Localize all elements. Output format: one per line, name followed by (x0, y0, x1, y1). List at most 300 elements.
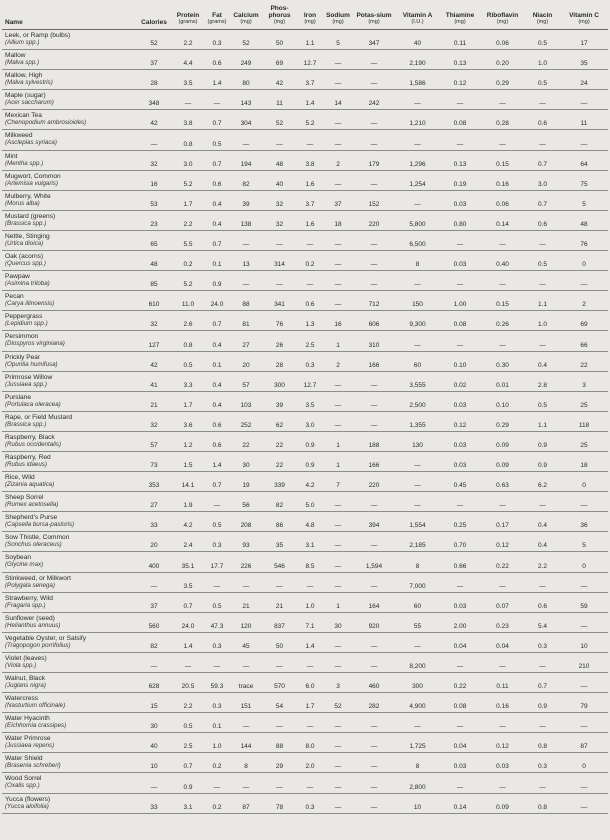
value-k: 606 (353, 311, 395, 331)
value-fat: 0.6 (204, 50, 230, 70)
value-th: 0.03 (440, 451, 480, 471)
value-ca: 304 (230, 110, 262, 130)
value-vc: 36 (560, 512, 608, 532)
value-va: 1,725 (395, 733, 440, 753)
value-ca: 249 (230, 50, 262, 70)
value-fat: 0.7 (204, 311, 230, 331)
value-prot: 3.5 (172, 70, 204, 90)
value-na: 37 (323, 190, 353, 210)
value-rb: 0.09 (480, 431, 525, 451)
table-row (2, 733, 608, 753)
value-ni: 0.5 (525, 30, 560, 50)
value-th: — (440, 90, 480, 110)
latin-name: (Opuntia humifusa) (5, 360, 58, 368)
value-ph: — (262, 652, 297, 672)
plant-name-cell (2, 632, 136, 652)
value-va: 150 (395, 291, 440, 311)
value-vc: 24 (560, 70, 608, 90)
value-vc: 2 (560, 291, 608, 311)
latin-name: (Glycine max) (5, 561, 44, 569)
value-ph: 78 (262, 793, 297, 813)
column-label: Sodium (326, 12, 350, 19)
common-name: Persimmon (5, 333, 39, 341)
table-row (2, 532, 608, 552)
value-na: — (323, 50, 353, 70)
value-fe: 1.6 (297, 170, 323, 190)
plant-name-cell (2, 411, 136, 431)
column-header-na (323, 0, 353, 30)
value-ca: 56 (230, 492, 262, 512)
common-name: Wood Sorrel (5, 775, 42, 783)
value-va: — (395, 632, 440, 652)
value-ph: 32 (262, 210, 297, 230)
value-va: 8 (395, 753, 440, 773)
value-fat: 0.3 (204, 632, 230, 652)
value-va: — (395, 451, 440, 471)
column-header-vc (560, 0, 608, 30)
value-cal: 400 (136, 552, 172, 572)
value-th: 0.12 (440, 70, 480, 90)
value-ni: 0.7 (525, 190, 560, 210)
value-cal: 15 (136, 693, 172, 713)
value-na: 16 (323, 311, 353, 331)
value-fe: 12.7 (297, 50, 323, 70)
value-ph: 86 (262, 512, 297, 532)
column-label: Vitamin A (402, 12, 433, 19)
latin-name: (Morus alba) (5, 199, 40, 207)
value-ni: 0.5 (525, 251, 560, 271)
value-ca: 252 (230, 411, 262, 431)
common-name: Sheep Sorrel (5, 494, 44, 502)
value-fe: 6.0 (297, 673, 323, 693)
value-va: 300 (395, 673, 440, 693)
value-k: 220 (353, 210, 395, 230)
latin-name: (Rumex acetosella) (5, 501, 59, 509)
value-vc: — (560, 673, 608, 693)
table-row (2, 572, 608, 592)
value-cal: 348 (136, 90, 172, 110)
plant-name-cell (2, 251, 136, 271)
value-prot: 1.4 (172, 632, 204, 652)
value-ph: 50 (262, 30, 297, 50)
latin-name: (Eichhornia crassipes) (5, 722, 67, 730)
plant-name-cell (2, 693, 136, 713)
value-fe: 3.7 (297, 190, 323, 210)
value-na: — (323, 733, 353, 753)
value-va: 10 (395, 793, 440, 813)
value-rb: — (480, 492, 525, 512)
plant-name-cell (2, 572, 136, 592)
value-fat: — (204, 652, 230, 672)
table-body (2, 30, 608, 814)
value-fe: 2.0 (297, 753, 323, 773)
table-row (2, 371, 608, 391)
column-unit: (mg) (273, 19, 286, 25)
value-vc: 3 (560, 371, 608, 391)
value-na: — (323, 552, 353, 572)
value-fat: 0.5 (204, 130, 230, 150)
value-fe: 8.0 (297, 733, 323, 753)
value-va: 1,355 (395, 411, 440, 431)
value-prot: 1.9 (172, 492, 204, 512)
table-row (2, 90, 608, 110)
value-na: — (323, 70, 353, 90)
value-th: 0.03 (440, 391, 480, 411)
value-rb: 0.12 (480, 733, 525, 753)
latin-name: (Capsella bursa-pastoris) (5, 521, 75, 529)
common-name: Yucca (flowers) (5, 795, 51, 803)
plant-name-cell (2, 271, 136, 291)
value-ph: 11 (262, 90, 297, 110)
value-rb: — (480, 773, 525, 793)
common-name: Rice, Wild (5, 474, 35, 482)
value-th: 0.45 (440, 472, 480, 492)
value-k: — (353, 110, 395, 130)
common-name: Raspberry, Black (5, 433, 55, 441)
common-name: Prickly Pear (5, 353, 41, 361)
latin-name: (Urtica dioica) (5, 239, 44, 247)
value-prot: 1.7 (172, 391, 204, 411)
value-cal: 27 (136, 492, 172, 512)
value-cal: 560 (136, 612, 172, 632)
value-fat: 0.6 (204, 170, 230, 190)
value-cal: 32 (136, 411, 172, 431)
value-na: 1 (323, 592, 353, 612)
value-th: 0.13 (440, 150, 480, 170)
value-k: — (353, 532, 395, 552)
table-row (2, 632, 608, 652)
value-na: — (323, 411, 353, 431)
value-ca: 39 (230, 190, 262, 210)
value-va: 1,554 (395, 512, 440, 532)
value-fat: 1.4 (204, 451, 230, 471)
value-fe: — (297, 572, 323, 592)
plant-name-cell (2, 371, 136, 391)
table-row (2, 492, 608, 512)
column-header-ca (230, 0, 262, 30)
table-row (2, 552, 608, 572)
value-cal: 610 (136, 291, 172, 311)
value-th: 0.22 (440, 673, 480, 693)
value-vc: 0 (560, 251, 608, 271)
value-fe: — (297, 271, 323, 291)
plant-name-cell (2, 291, 136, 311)
value-cal: 28 (136, 70, 172, 90)
value-ca: 120 (230, 612, 262, 632)
column-label: Niacin (532, 12, 553, 19)
value-va: — (395, 713, 440, 733)
value-va: — (395, 271, 440, 291)
value-fe: 1.0 (297, 592, 323, 612)
value-fat: — (204, 492, 230, 512)
value-k: 282 (353, 693, 395, 713)
table-row (2, 431, 608, 451)
value-ni: 1.0 (525, 50, 560, 70)
value-cal: 52 (136, 30, 172, 50)
value-ca: 57 (230, 371, 262, 391)
column-header-k (353, 0, 395, 30)
value-fe: — (297, 130, 323, 150)
value-ni: — (525, 572, 560, 592)
value-th: 2.00 (440, 612, 480, 632)
value-rb: 0.30 (480, 351, 525, 371)
table-row (2, 451, 608, 471)
value-k: — (353, 492, 395, 512)
value-fat: 0.4 (204, 391, 230, 411)
plant-name-cell (2, 331, 136, 351)
value-k: 166 (353, 351, 395, 371)
value-fe: 3.8 (297, 150, 323, 170)
value-k: — (353, 572, 395, 592)
value-cal: 32 (136, 311, 172, 331)
value-va: 1,254 (395, 170, 440, 190)
value-vc: — (560, 612, 608, 632)
value-ph: 339 (262, 472, 297, 492)
value-na: — (323, 230, 353, 250)
value-rb: 0.40 (480, 251, 525, 271)
column-unit: (mg) (496, 19, 509, 25)
value-prot: 11.0 (172, 291, 204, 311)
value-vc: — (560, 572, 608, 592)
value-ca: — (230, 271, 262, 291)
value-prot: 3.6 (172, 411, 204, 431)
value-fat: — (204, 90, 230, 110)
value-ph: 26 (262, 331, 297, 351)
value-vc: — (560, 492, 608, 512)
value-prot: 14.1 (172, 472, 204, 492)
value-rb: 0.06 (480, 190, 525, 210)
value-fat: 0.9 (204, 271, 230, 291)
table-row (2, 50, 608, 70)
common-name: Mint (5, 152, 18, 160)
value-va: — (395, 331, 440, 351)
value-fe: 0.3 (297, 351, 323, 371)
value-vc: 64 (560, 150, 608, 170)
value-k: — (353, 230, 395, 250)
latin-name: (Portulaca oleracea) (5, 400, 61, 408)
value-na: — (323, 271, 353, 291)
value-ca: trace (230, 673, 262, 693)
latin-name: (Mentha spp.) (5, 159, 44, 167)
common-name: Mexican Tea (5, 112, 42, 120)
value-va: 2,800 (395, 773, 440, 793)
value-fe: 5.2 (297, 110, 323, 130)
plant-name-cell (2, 612, 136, 632)
table-row (2, 391, 608, 411)
value-k: 310 (353, 331, 395, 351)
value-va: 2,190 (395, 50, 440, 70)
plant-name-cell (2, 170, 136, 190)
value-rb: 0.06 (480, 30, 525, 50)
value-va: — (395, 90, 440, 110)
value-ni: — (525, 271, 560, 291)
value-ca: 144 (230, 733, 262, 753)
column-label: Calories (141, 19, 167, 26)
value-fat: 47.3 (204, 612, 230, 632)
value-ni: 0.3 (525, 632, 560, 652)
column-header-fe (297, 0, 323, 30)
value-ph: 48 (262, 150, 297, 170)
value-ni: — (525, 713, 560, 733)
value-cal: 37 (136, 50, 172, 70)
value-na: 1 (323, 431, 353, 451)
plant-name-cell (2, 210, 136, 230)
value-prot: 1.7 (172, 190, 204, 210)
table-row (2, 773, 608, 793)
value-k: — (353, 50, 395, 70)
value-k: — (353, 70, 395, 90)
value-fat: 0.4 (204, 190, 230, 210)
value-th: 0.02 (440, 371, 480, 391)
value-prot: 0.8 (172, 331, 204, 351)
value-ni: 0.7 (525, 673, 560, 693)
value-va: 60 (395, 592, 440, 612)
value-fat: 1.4 (204, 70, 230, 90)
latin-name: (Malva sylvestris) (5, 79, 53, 87)
value-fat: 0.7 (204, 110, 230, 130)
value-k: 347 (353, 30, 395, 50)
value-rb: 0.29 (480, 411, 525, 431)
value-k: — (353, 753, 395, 773)
value-fe: 5.0 (297, 492, 323, 512)
value-fe: — (297, 773, 323, 793)
column-header-cal (136, 0, 172, 30)
column-unit: (mg) (332, 19, 344, 25)
column-unit: (grams) (207, 19, 227, 25)
plant-name-cell (2, 472, 136, 492)
value-cal: 42 (136, 110, 172, 130)
value-ca: 103 (230, 391, 262, 411)
value-ph: — (262, 230, 297, 250)
value-na: 3 (323, 673, 353, 693)
value-na: — (323, 130, 353, 150)
value-prot: 0.2 (172, 251, 204, 271)
nutrition-table (2, 0, 608, 814)
value-rb: 0.26 (480, 311, 525, 331)
value-ca: 21 (230, 592, 262, 612)
value-k: 152 (353, 190, 395, 210)
value-na: 14 (323, 90, 353, 110)
value-na: 2 (323, 150, 353, 170)
value-ca: 93 (230, 532, 262, 552)
value-k: — (353, 733, 395, 753)
value-ca: 151 (230, 693, 262, 713)
value-vc: — (560, 773, 608, 793)
value-na: — (323, 391, 353, 411)
header-row (2, 0, 608, 30)
value-vc: 76 (560, 230, 608, 250)
value-prot: 0.7 (172, 753, 204, 773)
value-rb: 0.29 (480, 70, 525, 90)
value-rb: 0.09 (480, 451, 525, 471)
table-row (2, 251, 608, 271)
value-k: 460 (353, 673, 395, 693)
plant-name-cell (2, 50, 136, 70)
common-name: Purslane (5, 393, 32, 401)
common-name: Strawberry, Wild (5, 594, 53, 602)
value-prot: 0.9 (172, 773, 204, 793)
value-na: — (323, 652, 353, 672)
value-ph: 50 (262, 632, 297, 652)
value-ni: — (525, 773, 560, 793)
value-ph: 42 (262, 70, 297, 90)
value-na: — (323, 170, 353, 190)
value-na: 18 (323, 210, 353, 230)
value-fat: 0.4 (204, 210, 230, 230)
value-ca: 52 (230, 30, 262, 50)
value-prot: 1.5 (172, 451, 204, 471)
value-va: 7,000 (395, 572, 440, 592)
plant-name-cell (2, 733, 136, 753)
value-rb: 0.07 (480, 592, 525, 612)
value-cal: — (136, 773, 172, 793)
value-rb: 0.11 (480, 673, 525, 693)
latin-name: (Helianthus annuus) (5, 621, 61, 629)
value-ni: 0.5 (525, 70, 560, 90)
latin-name: (Brassica spp.) (5, 219, 47, 227)
value-vc: 11 (560, 110, 608, 130)
table-row (2, 130, 608, 150)
value-rb: 0.14 (480, 210, 525, 230)
common-name: Pecan (5, 293, 24, 301)
plant-name-cell (2, 311, 136, 331)
common-name: Milkweed (5, 132, 33, 140)
table-row (2, 411, 608, 431)
value-va: 8 (395, 251, 440, 271)
table-row (2, 512, 608, 532)
value-ni: 1.1 (525, 411, 560, 431)
value-fat: 0.2 (204, 793, 230, 813)
latin-name: (Brassica spp.) (5, 420, 47, 428)
value-vc: 10 (560, 632, 608, 652)
value-th: — (440, 713, 480, 733)
common-name: Sow Thistle, Common (5, 534, 70, 542)
value-vc: 25 (560, 431, 608, 451)
column-unit: (mg) (240, 19, 252, 25)
value-ph: 29 (262, 753, 297, 773)
value-va: 3,555 (395, 371, 440, 391)
value-th: 0.04 (440, 733, 480, 753)
value-cal: 73 (136, 451, 172, 471)
value-prot: 0.8 (172, 130, 204, 150)
value-k: — (353, 170, 395, 190)
value-ph: 22 (262, 451, 297, 471)
value-na: — (323, 793, 353, 813)
value-fe: 7.1 (297, 612, 323, 632)
value-ca: 30 (230, 451, 262, 471)
value-fe: 1.7 (297, 693, 323, 713)
common-name: Mustard (greens) (5, 212, 56, 220)
value-fat: 0.4 (204, 371, 230, 391)
value-k: — (353, 773, 395, 793)
value-ni: 0.9 (525, 451, 560, 471)
latin-name: (Asclepias syriaca) (5, 139, 57, 147)
value-na: 1 (323, 331, 353, 351)
latin-name: (Rubus occidentalis) (5, 440, 62, 448)
value-ph: 22 (262, 431, 297, 451)
value-vc: — (560, 793, 608, 813)
value-ph: — (262, 130, 297, 150)
value-cal: 53 (136, 190, 172, 210)
column-header-th (440, 0, 480, 30)
value-k: 220 (353, 472, 395, 492)
column-label: Phos-phorus (268, 5, 291, 19)
value-va: 8 (395, 552, 440, 572)
value-na: — (323, 632, 353, 652)
table-row (2, 472, 608, 492)
latin-name: (Artemisia vulgaris) (5, 179, 58, 187)
value-fe: 2.5 (297, 331, 323, 351)
